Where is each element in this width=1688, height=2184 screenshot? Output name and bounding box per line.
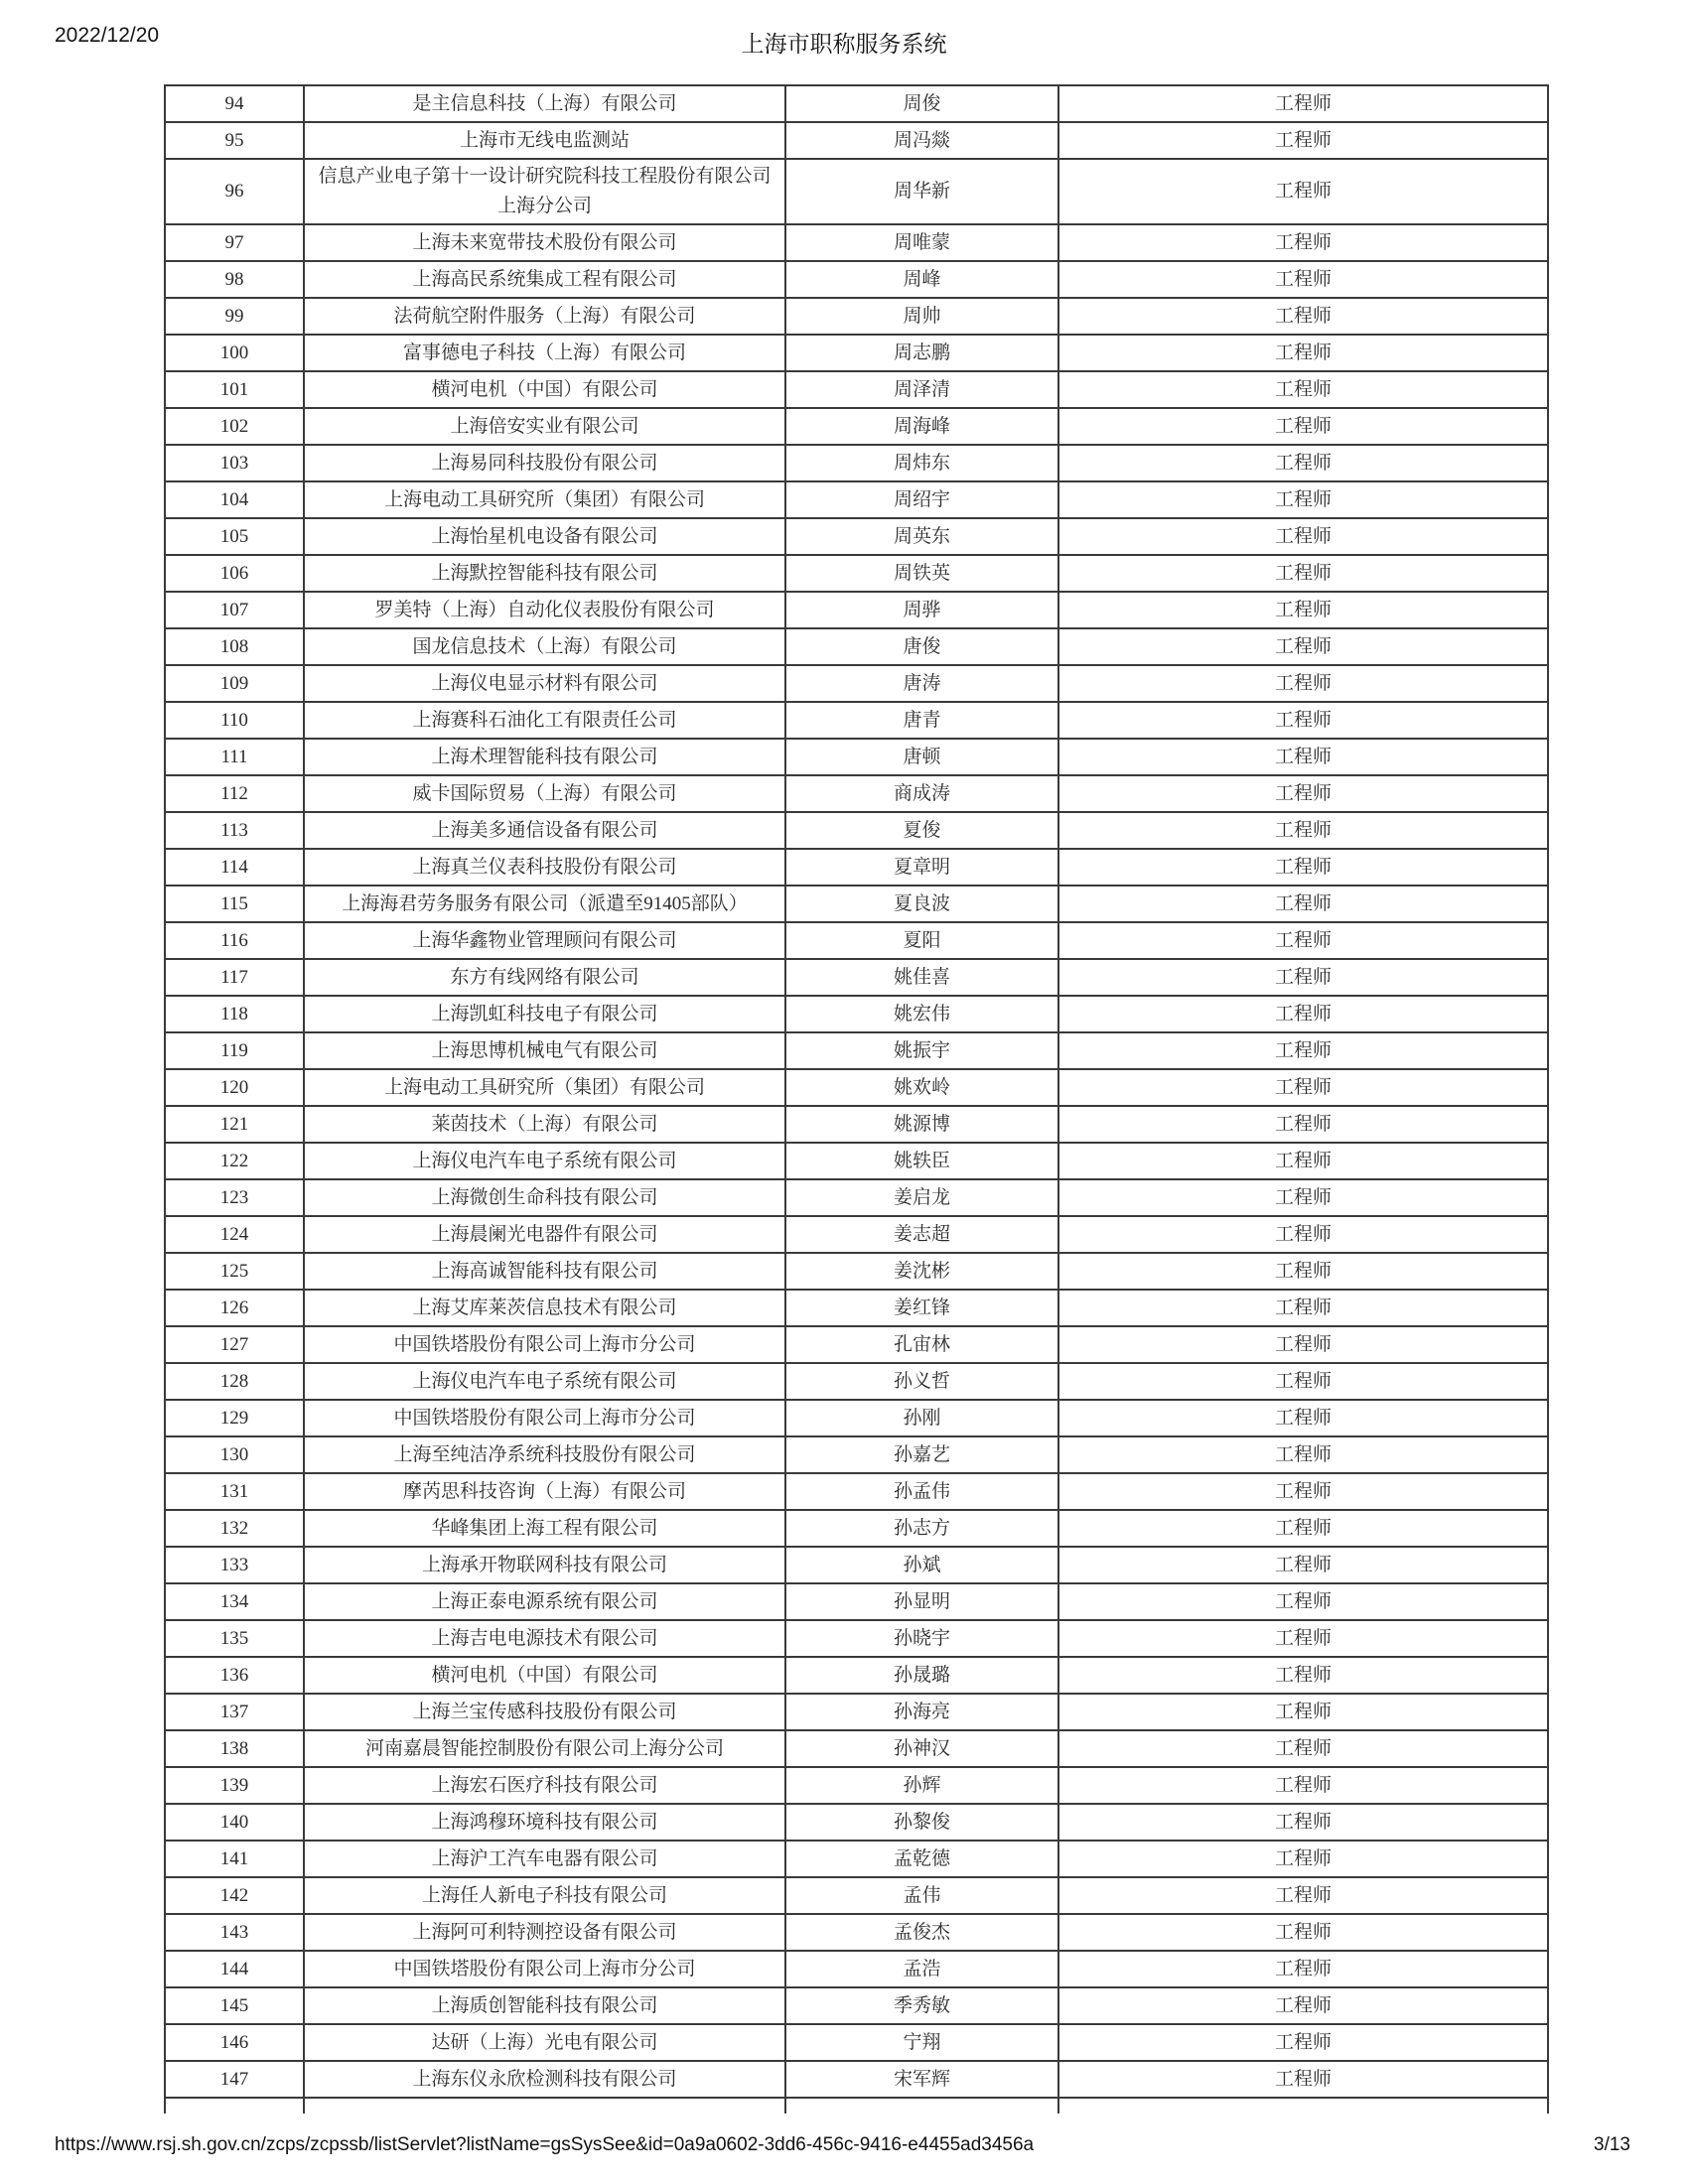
table-cell-name: 姜启龙 — [786, 1180, 1059, 1215]
table-cell-title: 工程师 — [1274, 1297, 1332, 1318]
table-cell-name: 姚振宇 — [786, 1033, 1059, 1068]
table-cell-title: 工程师 — [1274, 599, 1332, 620]
table-cell-company: 上海易同科技股份有限公司 — [305, 446, 786, 480]
table-cell-no: 94 — [166, 86, 305, 121]
table-row — [166, 923, 1547, 960]
table-cell-name: 孟伟 — [786, 1878, 1059, 1913]
table-cell-title: 工程师 — [1274, 1407, 1332, 1429]
table-cell-company: 中国铁塔股份有限公司上海市分公司 — [305, 1401, 786, 1435]
table-row — [166, 225, 1547, 262]
table-cell-company: 东方有线网络有限公司 — [305, 960, 786, 995]
table-cell-no: 111 — [166, 740, 305, 774]
table-cell-company: 上海兰宝传感科技股份有限公司 — [305, 1695, 786, 1729]
table-cell-name: 孔宙林 — [786, 1327, 1059, 1362]
table-cell-name: 孙海亮 — [786, 1695, 1059, 1729]
table-cell-name: 周峰 — [786, 262, 1059, 297]
table-cell-company: 上海宏石医疗科技有限公司 — [305, 1768, 786, 1803]
table-cell-no: 95 — [166, 123, 305, 158]
table-row — [166, 1988, 1547, 2025]
table-cell-title: 工程师 — [1274, 746, 1332, 767]
table-cell-company: 横河电机（中国）有限公司 — [305, 1658, 786, 1693]
table-cell-name: 孙显明 — [786, 1584, 1059, 1619]
table-cell-title: 工程师 — [1274, 1333, 1332, 1355]
table-row — [166, 666, 1547, 703]
table-cell-no: 99 — [166, 299, 305, 334]
table-cell-title: 工程师 — [1274, 1737, 1332, 1759]
table-cell-name: 周唯蒙 — [786, 225, 1059, 260]
table-cell-no: 96 — [166, 160, 305, 223]
table-cell-title: 工程师 — [1274, 181, 1332, 202]
table-row — [166, 960, 1547, 997]
table-cell-title: 工程师 — [1274, 525, 1332, 547]
table-cell-title: 工程师 — [1274, 92, 1332, 114]
table-row-partial — [166, 2099, 1547, 2114]
table-cell-no: 106 — [166, 556, 305, 591]
table-row — [166, 1474, 1547, 1511]
table-cell-company: 上海鸿穆环境科技有限公司 — [305, 1805, 786, 1840]
table-cell-name: 姚轶臣 — [786, 1144, 1059, 1178]
table-row — [166, 123, 1547, 160]
table-cell-no: 139 — [166, 1768, 305, 1803]
table-row — [166, 1731, 1547, 1768]
table-cell-name: 周泽清 — [786, 372, 1059, 407]
table-cell-no: 127 — [166, 1327, 305, 1362]
table-cell-no: 112 — [166, 776, 305, 811]
table-row — [166, 1842, 1547, 1878]
table-cell-name: 周铁英 — [786, 556, 1059, 591]
table-cell-no: 104 — [166, 482, 305, 517]
table-row — [166, 1180, 1547, 1217]
table-row — [166, 1952, 1547, 1988]
table-cell-company: 河南嘉晨智能控制股份有限公司上海分公司 — [305, 1731, 786, 1766]
table-row — [166, 446, 1547, 482]
table-cell-company: 上海高诚智能科技有限公司 — [305, 1254, 786, 1289]
table-cell-name — [786, 2099, 1059, 2114]
header-date: 2022/12/20 — [55, 24, 160, 47]
table-row — [166, 86, 1547, 123]
table-cell-name: 姜沈彬 — [786, 1254, 1059, 1289]
table-cell-name: 周英东 — [786, 519, 1059, 554]
table-cell-company: 上海赛科石油化工有限责任公司 — [305, 703, 786, 738]
table-row — [166, 1878, 1547, 1915]
table-cell-title: 工程师 — [1274, 1627, 1332, 1649]
table-cell-no: 98 — [166, 262, 305, 297]
table-cell-no: 133 — [166, 1548, 305, 1582]
table-row — [166, 1401, 1547, 1437]
table-cell-name: 夏章明 — [786, 850, 1059, 885]
table-cell-title: 工程师 — [1274, 1554, 1332, 1575]
table-cell-title: 工程师 — [1274, 819, 1332, 841]
table-cell-name: 唐青 — [786, 703, 1059, 738]
table-cell-no: 145 — [166, 1988, 305, 2023]
table-row — [166, 740, 1547, 776]
table-cell-company: 上海晨阑光电器件有限公司 — [305, 1217, 786, 1252]
table-cell-no: 115 — [166, 887, 305, 921]
table-row — [166, 593, 1547, 629]
table-cell-no: 124 — [166, 1217, 305, 1252]
table-cell-title: 工程师 — [1274, 378, 1332, 400]
table-cell-name: 孙义哲 — [786, 1364, 1059, 1399]
table-cell-title: 工程师 — [1274, 415, 1332, 437]
table-cell-title: 工程师 — [1274, 929, 1332, 951]
table-cell-company: 国龙信息技术（上海）有限公司 — [305, 629, 786, 664]
table-cell-name: 姜志超 — [786, 1217, 1059, 1252]
table-cell-no: 131 — [166, 1474, 305, 1509]
table-cell-title: 工程师 — [1274, 2031, 1332, 2053]
table-cell-name: 宋军辉 — [786, 2062, 1059, 2097]
table-cell-company: 上海任人新电子科技有限公司 — [305, 1878, 786, 1913]
table-row — [166, 1768, 1547, 1805]
table-cell-company: 上海微创生命科技有限公司 — [305, 1180, 786, 1215]
table-row — [166, 372, 1547, 409]
table-cell-name: 孙神汉 — [786, 1731, 1059, 1766]
table-cell-name: 孙刚 — [786, 1401, 1059, 1435]
table-cell-company: 中国铁塔股份有限公司上海市分公司 — [305, 1952, 786, 1986]
table-cell-no: 97 — [166, 225, 305, 260]
table-cell-title: 工程师 — [1274, 1443, 1332, 1465]
table-cell-company: 上海沪工汽车电器有限公司 — [305, 1842, 786, 1876]
table-row — [166, 1291, 1547, 1327]
table-row — [166, 997, 1547, 1033]
table-cell-no: 120 — [166, 1070, 305, 1105]
table-row — [166, 556, 1547, 593]
table-cell-name: 孙志方 — [786, 1511, 1059, 1546]
table-cell-no: 122 — [166, 1144, 305, 1178]
table-row — [166, 1915, 1547, 1952]
table-row — [166, 703, 1547, 740]
table-cell-no: 114 — [166, 850, 305, 885]
table-cell-company: 上海电动工具研究所（集团）有限公司 — [305, 482, 786, 517]
table-cell-company: 上海高民系统集成工程有限公司 — [305, 262, 786, 297]
table-cell-company: 华峰集团上海工程有限公司 — [305, 1511, 786, 1546]
table-row — [166, 1695, 1547, 1731]
table-cell-no: 134 — [166, 1584, 305, 1619]
table-cell-title — [1059, 2099, 1547, 2114]
table-cell-title: 工程师 — [1274, 305, 1332, 327]
table-cell-name: 宁翔 — [786, 2025, 1059, 2060]
table-row — [166, 1805, 1547, 1842]
table-cell-no — [166, 2099, 305, 2114]
table-cell-company: 上海凯虹科技电子有限公司 — [305, 997, 786, 1031]
table-cell-no: 121 — [166, 1107, 305, 1142]
table-cell-title: 工程师 — [1274, 1480, 1332, 1502]
table-cell-no: 123 — [166, 1180, 305, 1215]
table-cell-title: 工程师 — [1274, 1370, 1332, 1392]
table-cell-company: 上海海君劳务服务有限公司（派遣至91405部队） — [305, 887, 786, 921]
table-cell-no: 144 — [166, 1952, 305, 1986]
table-cell-company: 上海市无线电监测站 — [305, 123, 786, 158]
table-cell-name: 孙孟伟 — [786, 1474, 1059, 1509]
table-cell-title: 工程师 — [1274, 1884, 1332, 1906]
table-cell-no: 140 — [166, 1805, 305, 1840]
table-cell-name: 孙辉 — [786, 1768, 1059, 1803]
table-cell-no: 113 — [166, 813, 305, 848]
table-cell-name: 唐俊 — [786, 629, 1059, 664]
table-cell-title: 工程师 — [1274, 1811, 1332, 1833]
table-cell-company: 上海阿可利特测控设备有限公司 — [305, 1915, 786, 1950]
page-title: 上海市职称服务系统 — [741, 32, 947, 57]
table-cell-no: 107 — [166, 593, 305, 627]
table-row — [166, 850, 1547, 887]
table-cell-company: 上海仪电显示材料有限公司 — [305, 666, 786, 701]
table-cell-name: 姚佳喜 — [786, 960, 1059, 995]
table-cell-name: 孟俊杰 — [786, 1915, 1059, 1950]
table-cell-name: 孙晓宇 — [786, 1621, 1059, 1656]
table-cell-company: 上海电动工具研究所（集团）有限公司 — [305, 1070, 786, 1105]
table-cell-name: 唐顿 — [786, 740, 1059, 774]
table-cell-company: 威卡国际贸易（上海）有限公司 — [305, 776, 786, 811]
table-cell-name: 周志鹏 — [786, 336, 1059, 370]
table-row — [166, 1327, 1547, 1364]
table-row — [166, 1548, 1547, 1584]
table-row — [166, 1511, 1547, 1548]
table-cell-no: 128 — [166, 1364, 305, 1399]
footer-page-number: 3/13 — [1594, 2134, 1630, 2155]
table-cell-company: 上海倍安实业有限公司 — [305, 409, 786, 444]
table-cell-no: 138 — [166, 1731, 305, 1766]
table-cell-no: 129 — [166, 1401, 305, 1435]
table-row — [166, 262, 1547, 299]
table-row — [166, 299, 1547, 336]
table-row — [166, 482, 1547, 519]
table-row — [166, 1437, 1547, 1474]
table-cell-name: 孙黎俊 — [786, 1805, 1059, 1840]
table-row — [166, 1364, 1547, 1401]
table-cell-company: 上海美多通信设备有限公司 — [305, 813, 786, 848]
table-cell-name: 夏阳 — [786, 923, 1059, 958]
table-cell-name: 姜红锋 — [786, 1291, 1059, 1325]
table-cell-no: 110 — [166, 703, 305, 738]
table-cell-company: 上海质创智能科技有限公司 — [305, 1988, 786, 2023]
table-cell-company: 上海正泰电源系统有限公司 — [305, 1584, 786, 1619]
table-cell-no: 118 — [166, 997, 305, 1031]
table-cell-company: 横河电机（中国）有限公司 — [305, 372, 786, 407]
table-row — [166, 1070, 1547, 1107]
table-cell-company: 上海仪电汽车电子系统有限公司 — [305, 1364, 786, 1399]
table-row — [166, 2025, 1547, 2062]
table-cell-title: 工程师 — [1274, 1260, 1332, 1282]
table-cell-name: 姚欢岭 — [786, 1070, 1059, 1105]
table-cell-title: 工程师 — [1274, 856, 1332, 878]
table-cell-title: 工程师 — [1274, 1774, 1332, 1796]
table-cell-no: 130 — [166, 1437, 305, 1472]
table-cell-company: 上海思博机械电气有限公司 — [305, 1033, 786, 1068]
table-cell-no: 100 — [166, 336, 305, 370]
table-cell-name: 姚源博 — [786, 1107, 1059, 1142]
table-cell-name: 夏良波 — [786, 887, 1059, 921]
table-cell-no: 119 — [166, 1033, 305, 1068]
table-cell-company — [305, 2099, 786, 2114]
table-row — [166, 813, 1547, 850]
table-cell-no: 142 — [166, 1878, 305, 1913]
table-cell-name: 夏俊 — [786, 813, 1059, 848]
table-cell-no: 132 — [166, 1511, 305, 1546]
table-cell-name: 周海峰 — [786, 409, 1059, 444]
table-row — [166, 1658, 1547, 1695]
table-cell-name: 周炜东 — [786, 446, 1059, 480]
table-cell-no: 137 — [166, 1695, 305, 1729]
table-cell-title: 工程师 — [1274, 562, 1332, 584]
table-cell-no: 147 — [166, 2062, 305, 2097]
table-cell-no: 103 — [166, 446, 305, 480]
table-cell-title: 工程师 — [1274, 966, 1332, 988]
table-cell-name: 孙晟璐 — [786, 1658, 1059, 1693]
table-cell-name: 孟乾德 — [786, 1842, 1059, 1876]
table-cell-title: 工程师 — [1274, 1958, 1332, 1979]
table-row — [166, 1107, 1547, 1144]
table-cell-title: 工程师 — [1274, 1921, 1332, 1943]
table-row — [166, 336, 1547, 372]
table-row — [166, 776, 1547, 813]
table-cell-name: 周骅 — [786, 593, 1059, 627]
table-cell-no: 109 — [166, 666, 305, 701]
table-cell-company: 上海东仪永欣检测科技有限公司 — [305, 2062, 786, 2097]
table-cell-title: 工程师 — [1274, 1590, 1332, 1612]
table-cell-title: 工程师 — [1274, 488, 1332, 510]
table-cell-company: 罗美特（上海）自动化仪表股份有限公司 — [305, 593, 786, 627]
table-cell-no: 108 — [166, 629, 305, 664]
table-cell-no: 136 — [166, 1658, 305, 1693]
table-row — [166, 519, 1547, 556]
table-cell-title: 工程师 — [1274, 1113, 1332, 1135]
table-cell-company: 法荷航空附件服务（上海）有限公司 — [305, 299, 786, 334]
table-cell-no: 135 — [166, 1621, 305, 1656]
table-row — [166, 1217, 1547, 1254]
table-cell-title: 工程师 — [1274, 635, 1332, 657]
table-row — [166, 409, 1547, 446]
table-cell-name: 周华新 — [786, 160, 1059, 223]
table-cell-no: 141 — [166, 1842, 305, 1876]
table-cell-no: 146 — [166, 2025, 305, 2060]
table-cell-company: 信息产业电子第十一设计研究院科技工程股份有限公司上海分公司 — [305, 160, 786, 223]
table-cell-title: 工程师 — [1274, 1994, 1332, 2016]
table-cell-company: 上海默控智能科技有限公司 — [305, 556, 786, 591]
title-holders-table — [164, 84, 1549, 2114]
table-row — [166, 1621, 1547, 1658]
table-cell-name: 孟浩 — [786, 1952, 1059, 1986]
table-cell-name: 周绍宇 — [786, 482, 1059, 517]
table-cell-name: 周俊 — [786, 86, 1059, 121]
table-cell-company: 上海术理智能科技有限公司 — [305, 740, 786, 774]
table-row — [166, 1033, 1547, 1070]
table-cell-title: 工程师 — [1274, 129, 1332, 151]
title-table-body — [166, 86, 1547, 2099]
table-cell-company: 上海至纯洁净系统科技股份有限公司 — [305, 1437, 786, 1472]
table-cell-title: 工程师 — [1274, 709, 1332, 731]
table-cell-no: 143 — [166, 1915, 305, 1950]
table-cell-no: 101 — [166, 372, 305, 407]
table-row — [166, 887, 1547, 923]
table-cell-company: 上海华鑫物业管理顾问有限公司 — [305, 923, 786, 958]
table-cell-company: 上海艾库莱茨信息技术有限公司 — [305, 1291, 786, 1325]
table-cell-title: 工程师 — [1274, 1517, 1332, 1539]
table-cell-company: 上海承开物联网科技有限公司 — [305, 1548, 786, 1582]
table-cell-company: 富事德电子科技（上海）有限公司 — [305, 336, 786, 370]
table-cell-no: 105 — [166, 519, 305, 554]
table-cell-title: 工程师 — [1274, 1701, 1332, 1722]
table-cell-company: 达研（上海）光电有限公司 — [305, 2025, 786, 2060]
table-cell-company: 上海吉电电源技术有限公司 — [305, 1621, 786, 1656]
table-cell-company: 上海真兰仪表科技股份有限公司 — [305, 850, 786, 885]
table-cell-no: 102 — [166, 409, 305, 444]
table-cell-no: 125 — [166, 1254, 305, 1289]
table-cell-company: 上海未来宽带技术股份有限公司 — [305, 225, 786, 260]
footer-url: https://www.rsj.sh.gov.cn/zcps/zcpssb/listServlet?listName=gsSysSee&id=0a9a0602-3dd6-456c-9416-e4455ad3456a — [55, 2134, 1035, 2155]
table-cell-title: 工程师 — [1274, 892, 1332, 914]
table-cell-title: 工程师 — [1274, 1223, 1332, 1245]
table-row — [166, 1254, 1547, 1291]
table-cell-name: 唐涛 — [786, 666, 1059, 701]
table-cell-title: 工程师 — [1274, 1076, 1332, 1098]
table-cell-title: 工程师 — [1274, 1039, 1332, 1061]
table-cell-company: 上海仪电汽车电子系统有限公司 — [305, 1144, 786, 1178]
table-cell-company: 上海怡星机电设备有限公司 — [305, 519, 786, 554]
table-cell-title: 工程师 — [1274, 452, 1332, 474]
table-row — [166, 160, 1547, 225]
table-cell-name: 商成涛 — [786, 776, 1059, 811]
table-cell-name: 姚宏伟 — [786, 997, 1059, 1031]
table-row — [166, 629, 1547, 666]
table-row — [166, 1144, 1547, 1180]
table-cell-name: 孙嘉艺 — [786, 1437, 1059, 1472]
table-cell-title: 工程师 — [1274, 1664, 1332, 1686]
table-cell-no: 116 — [166, 923, 305, 958]
table-row — [166, 1584, 1547, 1621]
table-cell-title: 工程师 — [1274, 341, 1332, 363]
table-cell-title: 工程师 — [1274, 2068, 1332, 2090]
table-cell-no: 117 — [166, 960, 305, 995]
table-cell-title: 工程师 — [1274, 1003, 1332, 1024]
table-cell-name: 周帅 — [786, 299, 1059, 334]
table-cell-name: 周冯燚 — [786, 123, 1059, 158]
table-cell-no: 126 — [166, 1291, 305, 1325]
table-cell-company: 莱茵技术（上海）有限公司 — [305, 1107, 786, 1142]
table-cell-title: 工程师 — [1274, 268, 1332, 290]
table-cell-title: 工程师 — [1274, 1847, 1332, 1869]
table-cell-name: 季秀敏 — [786, 1988, 1059, 2023]
table-cell-title: 工程师 — [1274, 231, 1332, 253]
table-cell-title: 工程师 — [1274, 672, 1332, 694]
table-cell-name: 孙斌 — [786, 1548, 1059, 1582]
table-cell-company: 摩芮思科技咨询（上海）有限公司 — [305, 1474, 786, 1509]
table-cell-company: 中国铁塔股份有限公司上海市分公司 — [305, 1327, 786, 1362]
table-cell-company: 是主信息科技（上海）有限公司 — [305, 86, 786, 121]
table-row — [166, 2062, 1547, 2099]
table-cell-title: 工程师 — [1274, 782, 1332, 804]
table-cell-title: 工程师 — [1274, 1150, 1332, 1171]
table-cell-title: 工程师 — [1274, 1186, 1332, 1208]
